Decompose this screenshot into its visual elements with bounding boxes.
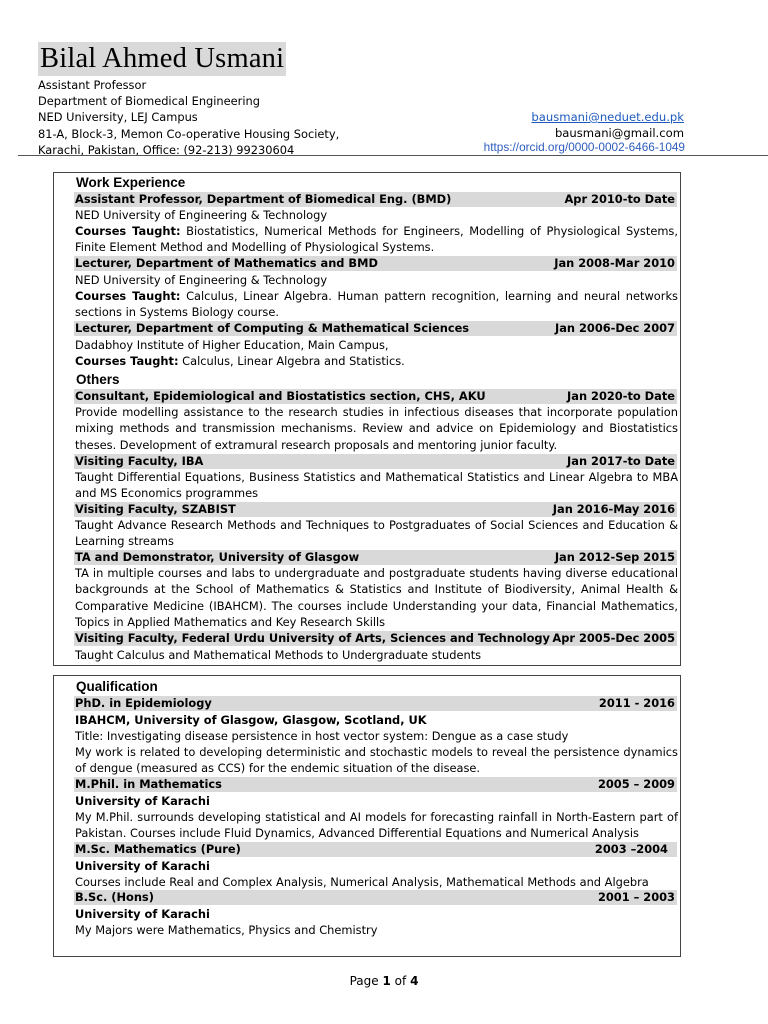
of-word: of (394, 974, 407, 988)
courses-list: Calculus, Linear Algebra and Statistics. (182, 354, 405, 368)
university: NED University, LEJ Campus (38, 110, 198, 124)
degree: M.Phil. in Mathematics (75, 777, 222, 791)
date-range: Jan 2006-Dec 2007 (554, 321, 675, 335)
role-description: Taught Calculus and Mathematical Methods to Undergraduate students (75, 648, 482, 662)
role: TA and Demonstrator, University of Glasgow (75, 550, 360, 564)
degree-header (74, 890, 677, 905)
section-title-work: Work Experience (76, 175, 186, 190)
city-phone: Karachi, Pakistan, Office: (92-213) 99230604 (38, 143, 295, 157)
degree-description: My work is related to developing deterministic and stochastic models to reveal the persistence dynamics of dengue (measured as CCS) for the endemic situation of the disease. (75, 745, 678, 776)
section-title-others: Others (76, 372, 120, 387)
date-range: 2001 – 2003 (597, 890, 675, 904)
role: Visiting Faculty, SZABIST (75, 502, 236, 516)
courses-taught (75, 223, 678, 256)
other-entry-header (74, 389, 677, 404)
date-range: 2005 – 2009 (597, 777, 675, 791)
date-range: 2003 –2004 (594, 842, 668, 856)
courses-list: Calculus, Linear Algebra. Human pattern recognition, learning and neural networks sections in Systems Biology course. (75, 289, 678, 320)
work-entry-header (74, 192, 677, 207)
section-title-qualification: Qualification (76, 679, 158, 694)
degree: M.Sc. Mathematics (Pure) (75, 842, 241, 856)
date-range: Jan 2016-May 2016 (552, 502, 675, 516)
date-range: Apr 2010-to Date (564, 192, 675, 206)
page-footer (0, 973, 768, 989)
page-word: Page (349, 974, 379, 988)
date-range: Jan 2020-to Date (567, 389, 675, 403)
courses-taught (75, 288, 678, 321)
person-name: Bilal Ahmed Usmani (40, 43, 285, 74)
date-range: Jan 2012-Sep 2015 (554, 550, 675, 564)
email-secondary: bausmani@gmail.com (554, 126, 684, 140)
courses-label: Courses Taught: (75, 224, 181, 238)
work-entry-header (74, 321, 677, 336)
organization: NED University of Engineering & Technology (75, 273, 328, 287)
courses-list: Biostatistics, Numerical Methods for Engineers, Modelling of Physiological Systems, Finite Element Method and Modelling of Physiological Systems. (75, 224, 678, 255)
courses-label: Courses Taught: (75, 289, 181, 303)
degree: PhD. in Epidemiology (75, 696, 212, 710)
role: Visiting Faculty, Federal Urdu University of Arts, Sciences and Technology (75, 631, 550, 645)
role: Lecturer, Department of Computing & Mathematical Sciences (75, 321, 470, 335)
degree-description: Courses include Real and Complex Analysis, Numerical Analysis, Mathematical Methods and Algebra (75, 875, 649, 889)
thesis-title: Title: Investigating disease persistence in host vector system: Dengue as a case study (75, 729, 569, 743)
email-primary-link[interactable]: bausmani@neduet.edu.pk (531, 110, 684, 124)
role: Consultant, Epidemiological and Biostatistics section, CHS, AKU (75, 389, 486, 403)
institution: IBAHCM, University of Glasgow, Glasgow, Scotland, UK (75, 713, 427, 727)
degree-description: My M.Phil. surrounds developing statistical and AI models for forecasting rainfall in North-Eastern part of Pakistan. Courses include Fluid Dynamics, Advanced Differential Equations and Numerical Analysis (75, 810, 678, 841)
other-entry-header (74, 454, 677, 469)
role-description: Provide modelling assistance to the research studies in infectious diseases that incorporate population mixing methods and transmission mechanisms. Review and advice on Epidemiology and Biostatistics theses. Development of extramural research proposals and mentoring junior faculty. (75, 405, 678, 452)
date-range: Jan 2017-to Date (567, 454, 675, 468)
page-number: 1 (382, 974, 391, 988)
role-description: Taught Advance Research Methods and Techniques to Postgraduates of Social Sciences and Education & Learning streams (75, 518, 678, 549)
organization: Dadabhoy Institute of Higher Education, Main Campus, (75, 338, 389, 352)
other-entry-header (74, 550, 677, 565)
orcid-link[interactable]: https://orcid.org/0000-0002-6466-1049 (483, 140, 685, 154)
institution: University of Karachi (75, 859, 210, 873)
date-range: 2011 - 2016 (598, 696, 675, 710)
qualification-section (53, 675, 681, 957)
other-entry-header (74, 631, 677, 646)
role: Lecturer, Department of Mathematics and BMD (75, 256, 378, 270)
department: Department of Biomedical Engineering (38, 94, 260, 108)
role: Assistant Professor, Department of Biomedical Eng. (BMD) (75, 192, 452, 206)
work-experience-section (53, 172, 681, 666)
institution: University of Karachi (75, 794, 210, 808)
job-title: Assistant Professor (38, 78, 147, 92)
degree-header (74, 777, 677, 792)
degree-description: My Majors were Mathematics, Physics and Chemistry (75, 923, 378, 937)
degree-header (74, 842, 677, 857)
header-divider (18, 155, 768, 156)
role-description: Taught Differential Equations, Business Statistics and Mathematical Statistics and Linear Algebra to MBA and MS Economics programmes (75, 470, 678, 501)
work-entry-header (74, 256, 677, 271)
address-line: 81-A, Block-3, Memon Co-operative Housing Society, (38, 127, 340, 141)
role: Visiting Faculty, IBA (75, 454, 204, 468)
organization: NED University of Engineering & Technology (75, 208, 328, 222)
page-total: 4 (410, 974, 419, 988)
degree-header (74, 696, 677, 711)
role-description: TA in multiple courses and labs to undergraduate and postgraduate students having diverse educational backgrounds at the School of Mathematics & Statistics and Institute of Biodiversity, Animal Health & Comparative Medicine (IBAHCM). The courses include Understanding your data, Financial Mathematics, Topics in Applied Mathematics and Key Research Skills (75, 566, 678, 629)
date-range: Jan 2008-Mar 2010 (554, 256, 675, 270)
institution: University of Karachi (75, 907, 210, 921)
other-entry-header (74, 502, 677, 517)
courses-taught (75, 353, 678, 369)
degree: B.Sc. (Hons) (75, 890, 154, 904)
date-range: Apr 2005-Dec 2005 (552, 631, 675, 645)
courses-label: Courses Taught: (75, 354, 179, 368)
